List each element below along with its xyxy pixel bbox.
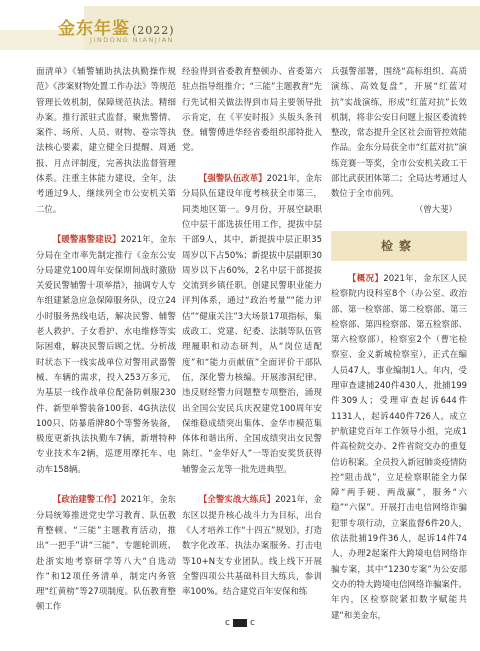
text-column-1 [36, 64, 176, 615]
yearbook-name: 金东年鉴 [58, 19, 130, 39]
text-column-2 [182, 64, 322, 599]
section-heading: 【概况】 [347, 272, 384, 283]
yearbook-year: (2022) [132, 24, 175, 37]
yearbook-pinyin: JINDONG NIANJIAN [90, 36, 175, 44]
paragraph: 兵强警部署，围绕“高标组织、高质演练、高效复盘”，开展“红蓝对抗”实战演练，形成“红蓝对抗”长效机制，将非公安日问题上报区委流转整改，常态提升全区社会面管控效能作品。金东分局获全市“红蓝对抗”演练竞赛一等奖，全市公安机关政工干部比武获团体第二；全局达考通过人数位于全市前列。 [331, 66, 467, 199]
section-heading: 【全警实战大练兵】 [198, 494, 276, 505]
paragraph [182, 492, 322, 599]
paragraph [331, 271, 467, 623]
section-title-banner: 检察 [331, 231, 467, 261]
paragraph [182, 171, 322, 477]
footer-prefix: c [225, 618, 230, 628]
paragraph-text: 2021年，金东分局统筹推进党史学习教育、队伍教育整顿、“三能”主题教育活动，推出“一把手”讲“三能”、专题轮训班、赴浙实地考察研学等八大“自选动作”和12项任务清单，制定内务管理“红黄榜”等27项制度。队伍教育整顿工作 [36, 494, 176, 612]
page-footer [0, 618, 480, 628]
footer-suffix: c [250, 618, 255, 628]
paragraph-text: 2021年，金东区以提升核心战斗力为目标，出台《人才培养工作“十四五”规划》，打造数字化改革、执法办案服务、打击电等10+N支专业团队。线上线下开展全警四项公共基础科目大练兵，参训率100%。结合建党百年安保和练 [182, 494, 322, 597]
author-signature: （曾大斐） [414, 203, 457, 214]
paragraph: 经验得到省委教育整顿办、省委第六驻点指导组推介；“三能”主题教育“先行先试相关做法得到市局主要领导批示肯定，在《平安时报》头版头条刊登。辅警傅进华经省委组织部特批入党。 [182, 66, 322, 153]
paragraph: 面清单》《辅警辅助执法执勤操作规范》《涉案财物处置工作办法》等规范管理长效机制，保障规范执法。精细办案。推行派驻式监督，聚焦警情、案件、场所、人员、财物、卷宗等执法核心要素，建立健全日提醒、周通报、月点评制度，完善执法监督管理体系。注重主体能力建设，全年，法考通过9人，继续列全市公安机关第二位。 [36, 66, 176, 214]
paragraph [36, 492, 176, 614]
page-header [0, 0, 480, 60]
section-heading: 【强警队伍改革】 [198, 173, 267, 184]
section-heading: 【暖警惠警建设】 [52, 234, 121, 245]
paragraph-text: 2021年，金东区人民检察院内设科室8个（办公室、政治部、第一检察部、第二检察部、第三检察部、第四检察部、第五检察部、第六检察部），检察室2个（曹宅检察室、金义新城检察室），正式在编人员47人，事业编制1人。年内，受理审查逮捕240件430人，批捕199件309人；受理审查起诉644件1131人，起诉440件726人。成立护航建党百年工作领导小组，完成1件高检院交办、2件省院交办的重复信访积案。全员投入新冠肺炎疫情防控“阻击战”，立足检察职能全力保障“两手硬、两战赢”，服务“六稳”“六保”。开展打击电信网络诈骗犯罪专项行动，立案监督6件20人，依法批捕19件36人，起诉14件74人，办理2起案件大跨境电信网络诈骗专案，其中“1230专案”为公安部交办的特大跨境电信网络诈骗案件。年内，区检察院紧扣数字赋能共建“和美金东， [331, 272, 467, 620]
paragraph [36, 232, 176, 477]
section-heading: 【政治建警工作】 [52, 494, 121, 505]
page-number-mark [233, 619, 247, 627]
paragraph-text: 2021年，金东分局队伍建设年度考核获全市第三，同类地区第一。9月份，开展空缺职位中层干部选拔任用工作，提拔中层干部9人，其中，新提拔中层正职35周岁以下占50%；新提拔中层副职30周岁以下占60%，2名中层干部提拔交流到乡镇任职。创建民警职业能力评判体系，通过“政治考量”“能力评估”“健康关注”3大场景17项指标，集成政工、党建、纪委、法制等队伍管理履职和动态研判，从“岗位适配度”和“能力贡献值”全面评价干部队伍，深化警力核编。开展渗洞纪律、违反财经警力问题整专项整治，涌现出全国公安民兵庆祝建党100周年安保维稳成绩突出集体、金华市模范集体体和谐出所、全国成绩突出女民警陈红、“金华好人”一等治安奖货获得辅警金云龙等一批先进典型。 [182, 173, 322, 474]
text-column-3 [331, 64, 467, 623]
paragraph-text: 2021年，金东分局在全市率先制定推行《金东公安分局建党100周年安保期间战时激励关爱民警辅警十项举措》，抽调专人专车组建紧急应急保障服务队，设立24小时服务热线电话，解决民警、辅警老人救护、子女看护、水电维修等实际困难，解决民警后顾之忧。分析战时状态下一线实战单位对警用武器警械、车辆的需求，投入253万多元，为基层一线作战单位配备防刺服230件、新型单警装备100套、4G执法仪100只、防暴盾牌80个等警务装备，极度更新执法执勤车7辆，新增特种专业技术车2辆，巡逻用摩托车、电动车158辆。 [36, 234, 176, 474]
